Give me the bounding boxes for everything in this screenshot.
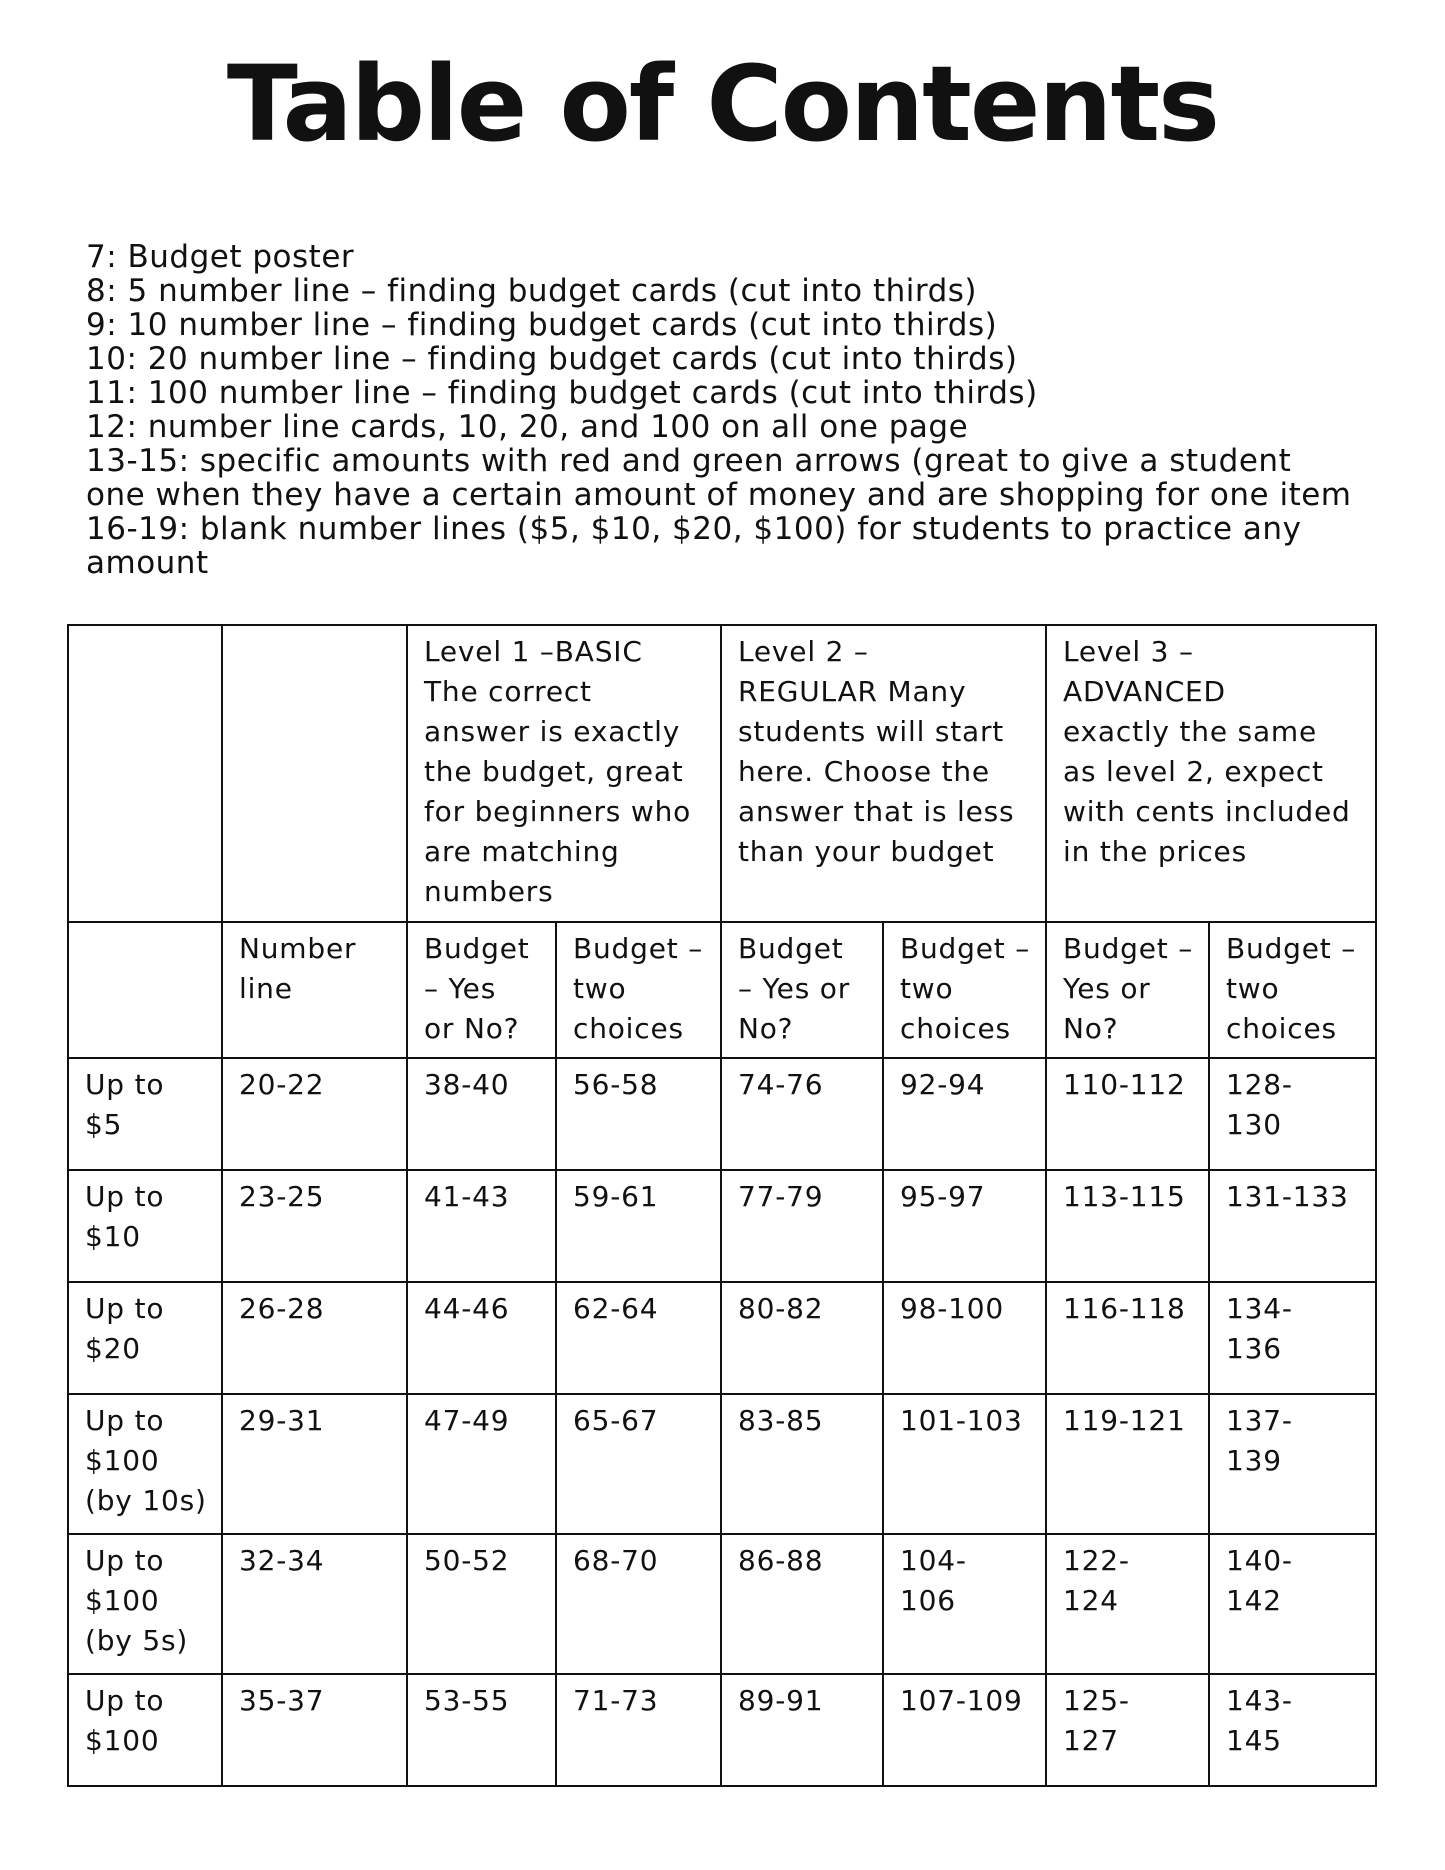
row-label-line: $100: [85, 1584, 160, 1617]
page-range-text: 134-: [1226, 1292, 1293, 1325]
row-label-line: Up to: [85, 1684, 165, 1717]
page-range-cell: [721, 1282, 883, 1394]
level-description-line: exactly the same: [1063, 715, 1318, 748]
page-range-text: 53-55: [424, 1684, 510, 1717]
page-range-text: 136: [1226, 1332, 1282, 1365]
page-range-cell: [1046, 1534, 1209, 1674]
page-title: Table of Contents: [226, 43, 1219, 165]
page-range-text: 50-52: [424, 1544, 510, 1577]
page-range-cell: [1046, 1282, 1209, 1394]
page-range-text: 119-121: [1063, 1404, 1186, 1437]
page-range-cell: [1209, 1394, 1376, 1534]
column-header-row: [68, 922, 1376, 1058]
table-row: [68, 1170, 1376, 1282]
row-label-line: (by 5s): [85, 1624, 189, 1657]
page-range-cell: [721, 1674, 883, 1786]
column-header-line: line: [239, 972, 293, 1005]
page-range-text: 77-79: [738, 1180, 824, 1213]
page-range-text: 122-: [1063, 1544, 1130, 1577]
column-header-line: choices: [1226, 1012, 1337, 1045]
row-label-line: $10: [85, 1220, 141, 1253]
page-range-text: 95-97: [900, 1180, 986, 1213]
page-range-cell: [721, 1534, 883, 1674]
contents-list: [86, 240, 1386, 580]
level-header-cell: [721, 625, 1046, 922]
column-header-line: – Yes: [424, 972, 497, 1005]
page-range-cell: [407, 1282, 556, 1394]
contents-line: 8: 5 number line – finding budget cards (cut into thirds): [86, 273, 977, 309]
row-label-cell: [68, 1674, 222, 1786]
row-label-line: (by 10s): [85, 1484, 207, 1517]
page-range-cell: [1209, 1674, 1376, 1786]
column-header-line: Budget: [738, 932, 844, 965]
page-range-cell: [883, 1394, 1046, 1534]
column-header-line: choices: [573, 1012, 684, 1045]
column-header-line: Budget: [424, 932, 530, 965]
row-label-line: Up to: [85, 1068, 165, 1101]
column-header-line: No?: [1063, 1012, 1119, 1045]
page-range-text: 130: [1226, 1108, 1282, 1141]
level-description-line: the budget, great: [424, 755, 684, 788]
contents-line: 10: 20 number line – finding budget cards (cut into thirds): [86, 341, 1018, 377]
page-range-cell: [407, 1058, 556, 1170]
page-range-cell: [407, 1394, 556, 1534]
table-row: [68, 1534, 1376, 1674]
column-header-cell: [556, 922, 721, 1058]
page-range-text: 68-70: [573, 1544, 659, 1577]
page-range-text: 145: [1226, 1724, 1282, 1757]
contents-table: [67, 624, 1377, 1787]
page-range-cell: [407, 1170, 556, 1282]
level-description-line: are matching: [424, 835, 620, 868]
row-label-cell: [68, 1058, 222, 1170]
row-label-line: $100: [85, 1444, 160, 1477]
column-header-line: choices: [900, 1012, 1011, 1045]
level-description-line: The correct: [424, 675, 592, 708]
page-range-text: 56-58: [573, 1068, 659, 1101]
level-description-line: for beginners who: [424, 795, 692, 828]
level-description-line: answer is exactly: [424, 715, 681, 748]
page-range-cell: [1046, 1058, 1209, 1170]
page-range-text: 140-: [1226, 1544, 1293, 1577]
page-range-text: 62-64: [573, 1292, 659, 1325]
level-header-cell: [407, 625, 721, 922]
contents-line: 11: 100 number line – finding budget cards (cut into thirds): [86, 375, 1038, 411]
page-range-cell: [407, 1674, 556, 1786]
column-header-line: or No?: [424, 1012, 520, 1045]
row-label-cell: [68, 1394, 222, 1534]
contents-line: amount: [86, 545, 209, 581]
page-range-text: 32-34: [239, 1544, 325, 1577]
page-range-cell: [556, 1058, 721, 1170]
level-description-line: as level 2, expect: [1063, 755, 1324, 788]
empty-header-cell: [68, 922, 222, 1058]
level-description-line: answer that is less: [738, 795, 1015, 828]
page-range-cell: [1209, 1170, 1376, 1282]
row-label-line: Up to: [85, 1292, 165, 1325]
page-range-text: 124: [1063, 1584, 1119, 1617]
column-header-cell: [1209, 922, 1376, 1058]
level-description-line: with cents included: [1063, 795, 1351, 828]
column-header-cell: [883, 922, 1046, 1058]
page-range-cell: [883, 1674, 1046, 1786]
row-label-cell: [68, 1170, 222, 1282]
page-range-text: 128-: [1226, 1068, 1293, 1101]
level-header-row: [68, 625, 1376, 922]
page-range-cell: [222, 1170, 407, 1282]
page-range-text: 20-22: [239, 1068, 325, 1101]
page-range-text: 29-31: [239, 1404, 325, 1437]
page-range-text: 104-: [900, 1544, 967, 1577]
column-header-cell: [721, 922, 883, 1058]
table-row: [68, 1674, 1376, 1786]
page-range-cell: [721, 1170, 883, 1282]
page-range-cell: [222, 1058, 407, 1170]
page-range-cell: [556, 1394, 721, 1534]
empty-corner-cell: [68, 625, 222, 922]
page-range-text: 44-46: [424, 1292, 510, 1325]
level-description-line: in the prices: [1063, 835, 1247, 868]
page-range-cell: [1209, 1058, 1376, 1170]
page-range-text: 116-118: [1063, 1292, 1186, 1325]
page-range-cell: [556, 1534, 721, 1674]
page-range-cell: [883, 1282, 1046, 1394]
page-range-text: 139: [1226, 1444, 1282, 1477]
column-header-line: Yes or: [1063, 972, 1151, 1005]
page-range-text: 23-25: [239, 1180, 325, 1213]
page-range-cell: [1209, 1282, 1376, 1394]
column-header-line: – Yes or: [738, 972, 851, 1005]
row-label-line: $5: [85, 1108, 123, 1141]
page-range-text: 143-: [1226, 1684, 1293, 1717]
page-range-cell: [222, 1394, 407, 1534]
level-description-line: than your budget: [738, 835, 995, 868]
column-header-line: Budget –: [573, 932, 704, 965]
page-range-text: 106: [900, 1584, 956, 1617]
column-header-line: two: [1226, 972, 1280, 1005]
column-header-line: Budget –: [1063, 932, 1194, 965]
empty-header-cell: [222, 625, 407, 922]
page-range-text: 74-76: [738, 1068, 824, 1101]
page-range-text: 113-115: [1063, 1180, 1186, 1213]
page-range-cell: [1046, 1170, 1209, 1282]
page-range-text: 83-85: [738, 1404, 824, 1437]
page-range-cell: [1209, 1534, 1376, 1674]
page-range-text: 38-40: [424, 1068, 510, 1101]
page-range-cell: [1046, 1394, 1209, 1534]
table-row: [68, 1282, 1376, 1394]
level-description-line: here. Choose the: [738, 755, 990, 788]
page-range-cell: [556, 1282, 721, 1394]
page-range-cell: [222, 1674, 407, 1786]
page-range-cell: [407, 1534, 556, 1674]
page-range-text: 98-100: [900, 1292, 1004, 1325]
level-description-line: numbers: [424, 875, 554, 908]
column-header-line: two: [900, 972, 954, 1005]
row-label-cell: [68, 1282, 222, 1394]
page-range-text: 107-109: [900, 1684, 1023, 1717]
contents-line: 7: Budget poster: [86, 239, 355, 275]
page-range-text: 65-67: [573, 1404, 659, 1437]
column-header-line: Number: [239, 932, 357, 965]
contents-line: 13-15: specific amounts with red and green arrows (great to give a student: [86, 443, 1292, 479]
page-range-cell: [556, 1170, 721, 1282]
page-range-text: 35-37: [239, 1684, 325, 1717]
page-range-text: 80-82: [738, 1292, 824, 1325]
contents-line: one when they have a certain amount of money and are shopping for one item: [86, 477, 1352, 513]
level-description-line: students will start: [738, 715, 1005, 748]
page-range-text: 137-: [1226, 1404, 1293, 1437]
page-range-text: 125-: [1063, 1684, 1130, 1717]
level-header-cell: [1046, 625, 1376, 922]
page-range-cell: [721, 1394, 883, 1534]
page-range-text: 71-73: [573, 1684, 659, 1717]
column-header-cell: [222, 922, 407, 1058]
column-header-cell: [1046, 922, 1209, 1058]
table-row: [68, 1058, 1376, 1170]
row-label-line: $100: [85, 1724, 160, 1757]
page-range-text: 127: [1063, 1724, 1119, 1757]
page-range-cell: [1046, 1674, 1209, 1786]
page-range-text: 131-133: [1226, 1180, 1349, 1213]
table-row: [68, 1394, 1376, 1534]
level-description-line: Level 3 –: [1063, 635, 1194, 668]
page-range-text: 101-103: [900, 1404, 1023, 1437]
page-range-text: 86-88: [738, 1544, 824, 1577]
page-range-text: 26-28: [239, 1292, 325, 1325]
page-range-text: 41-43: [424, 1180, 510, 1213]
page-range-cell: [721, 1058, 883, 1170]
row-label-cell: [68, 1534, 222, 1674]
column-header-line: No?: [738, 1012, 794, 1045]
level-description-line: REGULAR Many: [738, 675, 967, 708]
page-range-cell: [883, 1058, 1046, 1170]
column-header-line: Budget –: [1226, 932, 1357, 965]
level-description-line: Level 1 –BASIC: [424, 635, 643, 668]
page-range-cell: [556, 1674, 721, 1786]
page-range-cell: [883, 1534, 1046, 1674]
page-range-text: 59-61: [573, 1180, 659, 1213]
page-range-cell: [883, 1170, 1046, 1282]
page-range-text: 47-49: [424, 1404, 510, 1437]
page-range-text: 89-91: [738, 1684, 824, 1717]
level-description-line: ADVANCED: [1063, 675, 1226, 708]
row-label-line: Up to: [85, 1404, 165, 1437]
level-description-line: Level 2 –: [738, 635, 869, 668]
page-range-text: 142: [1226, 1584, 1282, 1617]
row-label-line: Up to: [85, 1180, 165, 1213]
page-range-text: 92-94: [900, 1068, 986, 1101]
page-range-cell: [222, 1534, 407, 1674]
row-label-line: $20: [85, 1332, 141, 1365]
page-range-cell: [222, 1282, 407, 1394]
contents-line: 16-19: blank number lines ($5, $10, $20, $100) for students to practice any: [86, 511, 1302, 547]
contents-line: 9: 10 number line – finding budget cards (cut into thirds): [86, 307, 998, 343]
column-header-line: two: [573, 972, 627, 1005]
row-label-line: Up to: [85, 1544, 165, 1577]
page-range-text: 110-112: [1063, 1068, 1186, 1101]
column-header-line: Budget –: [900, 932, 1031, 965]
contents-line: 12: number line cards, 10, 20, and 100 on all one page: [86, 409, 969, 445]
column-header-cell: [407, 922, 556, 1058]
